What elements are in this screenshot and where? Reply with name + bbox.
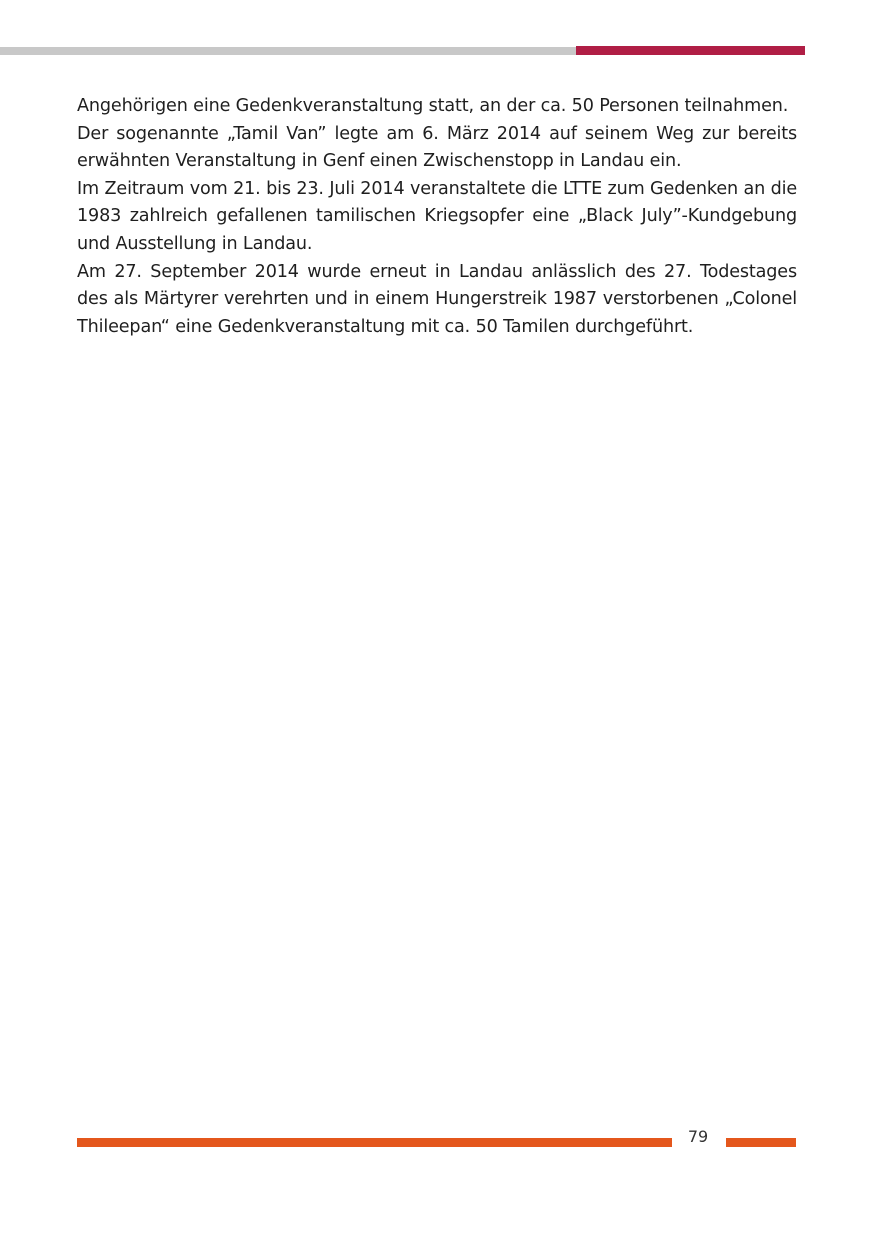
header-rule-gray (0, 47, 576, 55)
paragraph-1: Angehörigen eine Gedenkveranstaltung statt, an der ca. 50 Personen teilnahmen. (77, 96, 789, 116)
footer-rule-left (77, 1138, 672, 1147)
paragraph-4: Am 27. September 2014 wurde erneut in Landau anlässlich des 27. Todestages des als Märtyrer verehrten und in einem Hungerstreik 1987 verstorbenen „Colonel Thileepan“ eine Gedenkveranstaltung mit ca. 50 Tamilen durchgeführt. (77, 261, 797, 337)
footer-rule-right (726, 1138, 796, 1147)
body-text (77, 93, 797, 341)
paragraph-2: Der sogenannte „Tamil Van” legte am 6. März 2014 auf seinem Weg zur bereits erwähnten Veranstaltung in Genf einen Zwischenstopp in Landau ein. (77, 123, 797, 172)
page-number: 79 (687, 1127, 709, 1146)
header-rule-accent (576, 46, 805, 55)
paragraph-3: Im Zeitraum vom 21. bis 23. Juli 2014 veranstaltete die LTTE zum Gedenken an die 1983 zahlreich gefallenen tamilischen Kriegsopfer eine „Black July”-Kundgebung und Ausstellung in Landau. (77, 178, 797, 254)
